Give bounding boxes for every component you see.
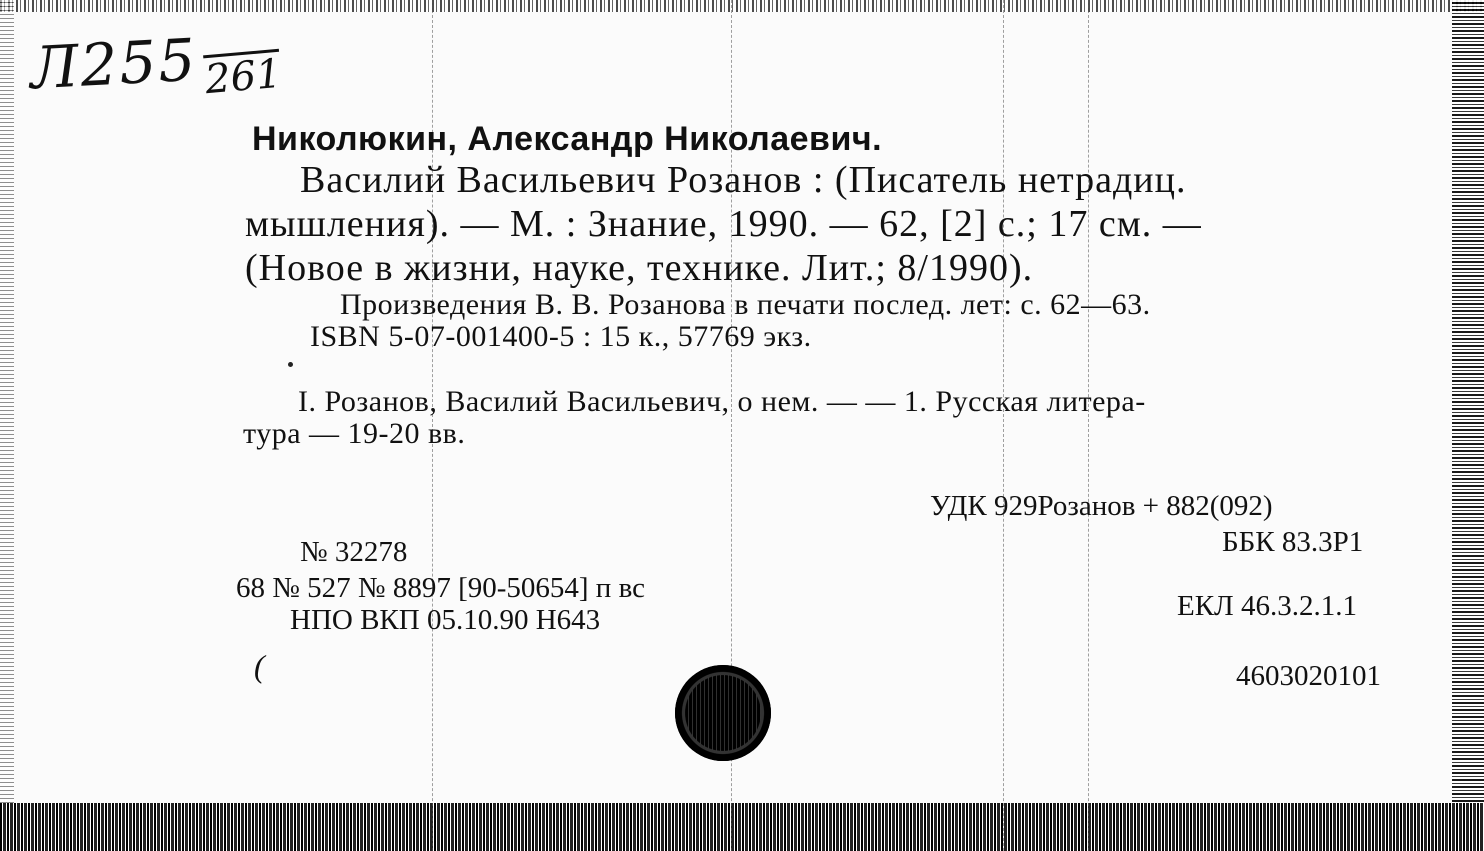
udk-code: УДК 929Розанов + 882(092) [930, 490, 1273, 522]
title-line-3: (Новое в жизни, науке, технике. Лит.; 8/1990). [245, 247, 1034, 289]
subject-line-2: тура — 19-20 вв. [243, 417, 466, 450]
note-line-1: Произведения В. В. Розанова в печати послед. лет: с. 62—63. [340, 288, 1151, 321]
scan-noise-top [0, 0, 1484, 12]
punch-hole [675, 665, 771, 761]
order-number: № 32278 [300, 536, 408, 568]
catalog-code: 4603020101 [1236, 660, 1381, 692]
ekl-code: ЕКЛ 46.3.2.1.1 [1177, 590, 1357, 622]
stray-mark: ( [254, 648, 265, 684]
handwritten-number: 261 [203, 50, 284, 104]
scan-noise-right [1452, 0, 1484, 851]
author-heading: Николюкин, Александр Николаевич. [252, 120, 883, 158]
note-line-2: ISBN 5-07-001400-5 : 15 к., 57769 экз. [310, 320, 812, 353]
print-line-2: НПО ВКП 05.10.90 Н643 [290, 604, 601, 636]
bbk-code: ББК 83.3Р1 [1222, 526, 1364, 558]
scan-noise-bottom [0, 803, 1484, 851]
scan-line [1088, 0, 1090, 851]
scan-line [1003, 0, 1005, 851]
scan-noise-left [0, 0, 14, 851]
title-line-1: Василий Васильевич Розанов : (Писатель нетрадиц. [300, 159, 1187, 201]
subject-line-1: I. Розанов, Василий Васильевич, о нем. — — 1. Русская литера- [298, 385, 1146, 418]
title-line-2: мышления). — М. : Знание, 1990. — 62, [2] с.; 17 см. — [245, 203, 1202, 245]
print-line-1: 68 № 527 № 8897 [90-50654] п вс [236, 572, 645, 604]
handwritten-shelfmark: Л255 [28, 25, 199, 103]
stray-mark [288, 362, 293, 367]
